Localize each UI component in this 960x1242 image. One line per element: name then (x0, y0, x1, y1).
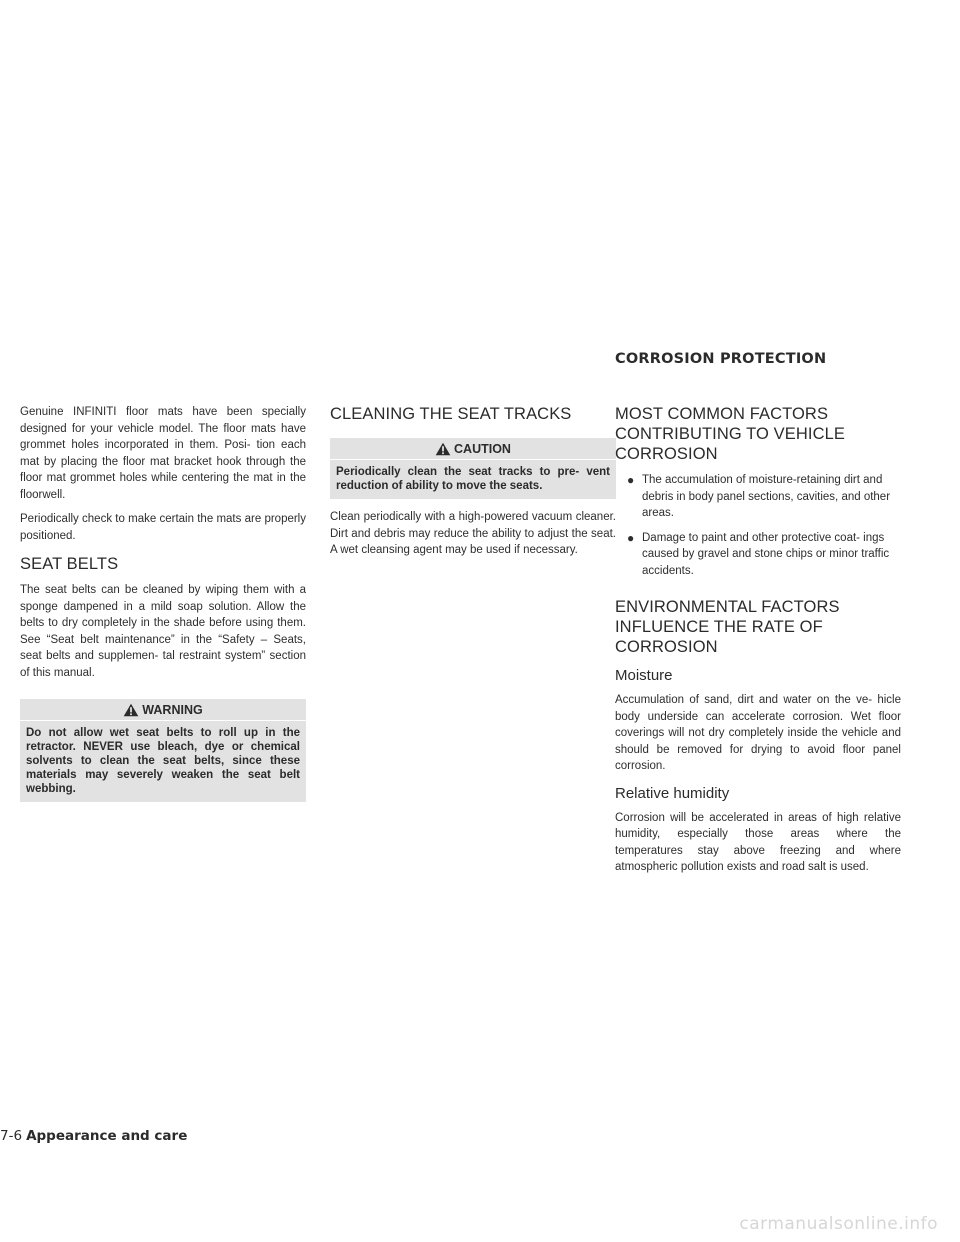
column-middle (330, 404, 616, 567)
bullet-dot-icon: ● (627, 473, 635, 487)
warning-triangle-icon (435, 442, 451, 456)
seat-tracks-paragraph: Clean periodically with a high-powered vacuum cleaner. Dirt and debris may reduce the ability to adjust the seat. A wet cleansing agent may be used if necessary. (330, 511, 616, 556)
column-right (615, 404, 901, 884)
caution-text: Periodically clean the seat tracks to pre- vent reduction of ability to move the seats. (336, 466, 610, 492)
mats-check-paragraph: Periodically check to make certain the mats are properly positioned. (20, 513, 306, 542)
warning-text: Do not allow wet seat belts to roll up in the retractor. NEVER use bleach, dye or chemical solvents to clean the seat belts, since these materials may severely weaken the seat belt webbing. (26, 727, 300, 795)
seat-belts-heading: SEAT BELTS (20, 555, 119, 573)
seat-tracks-heading: CLEANING THE SEAT TRACKS (330, 405, 572, 423)
caution-header (330, 438, 616, 459)
caution-divider (330, 459, 616, 460)
column-left (20, 404, 306, 812)
bullet-dot-icon: ● (627, 530, 635, 545)
caution-label: CAUTION (454, 442, 511, 456)
page-number: 7-6 (0, 1128, 23, 1144)
warning-box (20, 699, 306, 802)
list-item: ● The accumulation of moisture-retaining dirt and debris in body panel sections, cavities, and other areas. (627, 473, 891, 519)
list-item: ● Damage to paint and other protective coat- ings caused by gravel and stone chips or minor traffic accidents. (627, 530, 890, 577)
page-footer (0, 1128, 187, 1144)
seat-belts-paragraph: The seat belts can be cleaned by wiping them with a sponge dampened in a mild soap solution. Allow the belts to dry completely in the shade before using them. See “Seat belt maintenance” in the “Safety – Seats, seat belts and supplemen- tal restraint system” section of this manual. (20, 584, 306, 679)
humidity-heading: Relative humidity (615, 784, 730, 802)
section-header-title: CORROSION PROTECTION (615, 351, 827, 367)
floor-mats-paragraph: Genuine INFINITI floor mats have been specially designed for your vehicle model. The floor mats have grommet holes incorporated in them. Posi- tion each mat by placing the floor mat bracket hook through the floor mat grommet holes while centering the mat in the floorwell. (20, 406, 306, 501)
environmental-factors-heading: ENVIRONMENTAL FACTORS INFLUENCE THE RATE OF CORROSION (615, 598, 840, 656)
warning-divider (20, 720, 306, 721)
moisture-heading: Moisture (615, 667, 673, 684)
watermark-text: carmanualsonline.info (739, 1214, 938, 1234)
common-factors-heading: MOST COMMON FACTORS CONTRIBUTING TO VEHICLE CORROSION (615, 405, 845, 463)
common-factors-list (615, 472, 901, 579)
warning-triangle-icon (123, 703, 139, 717)
chapter-title: Appearance and care (26, 1128, 188, 1144)
caution-box (330, 438, 616, 499)
warning-header (20, 699, 306, 720)
moisture-paragraph: Accumulation of sand, dirt and water on the ve- hicle body underside can accelerate corrosion. Wet floor coverings will not dry completely inside the vehicle and should be removed for drying to avoid floor panel corrosion. (615, 694, 901, 772)
humidity-paragraph: Corrosion will be accelerated in areas of high relative humidity, especially those areas where the temperatures stay above freezing and where atmospheric pollution exists and road salt is used. (615, 811, 901, 873)
warning-label: WARNING (142, 703, 203, 717)
